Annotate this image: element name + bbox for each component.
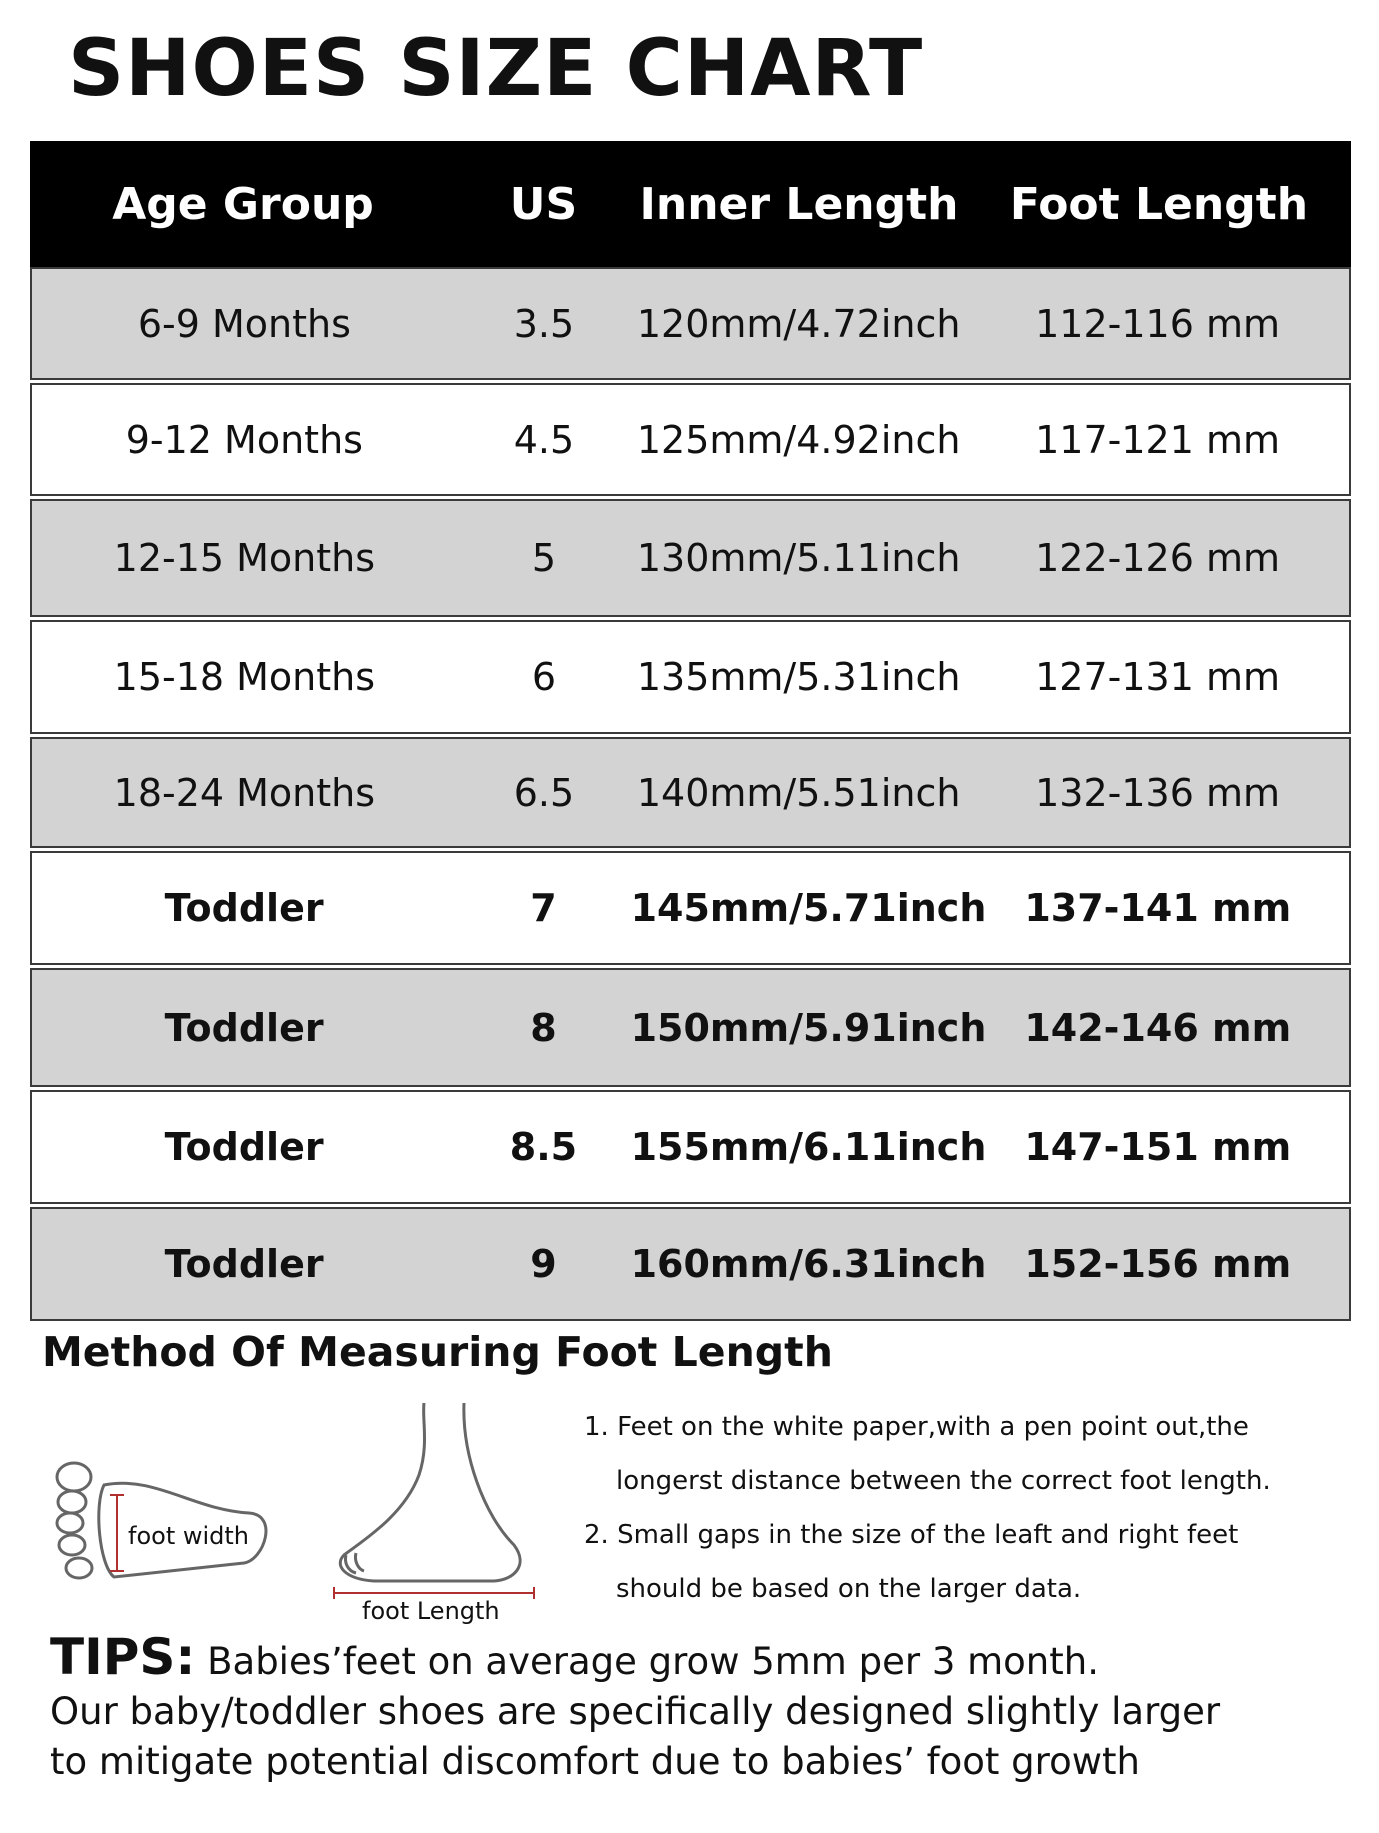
foot-top-view-icon — [57, 1463, 266, 1578]
step-1-line-1: 1. Feet on the white paper,with a pen point out,the — [584, 1412, 1249, 1442]
cell-inner-length: 160mm/6.31inch — [630, 1242, 987, 1286]
page-title: SHOES SIZE CHART — [68, 24, 924, 114]
cell-age-group: 15-18 Months — [113, 655, 376, 699]
cell-us: 6 — [531, 655, 557, 699]
cell-age-group: 6-9 Months — [137, 301, 351, 346]
cell-inner-length: 125mm/4.92inch — [636, 417, 961, 462]
table-row — [30, 620, 1351, 734]
width-measure-line — [110, 1495, 124, 1571]
table-row — [30, 383, 1351, 496]
cell-inner-length: 150mm/5.91inch — [630, 1005, 987, 1050]
foot-width-label: foot width — [128, 1522, 250, 1550]
cell-us: 3.5 — [513, 301, 575, 346]
tips-line-3: to mitigate potential discomfort due to babies’ foot growth — [50, 1740, 1140, 1783]
cell-inner-length: 120mm/4.72inch — [636, 301, 961, 346]
cell-foot-length: 117-121 mm — [1035, 417, 1281, 462]
cell-age-group: Toddler — [164, 1242, 324, 1286]
cell-age-group: 9-12 Months — [125, 417, 363, 462]
header-age-group: Age Group — [112, 178, 374, 230]
cell-us: 4.5 — [513, 417, 575, 462]
measuring-steps — [584, 1400, 1344, 1616]
step-2-line-2: should be based on the larger data. — [616, 1574, 1082, 1604]
cell-inner-length: 130mm/5.11inch — [636, 536, 961, 580]
cell-us: 7 — [530, 886, 557, 930]
measuring-illustration — [44, 1395, 564, 1635]
method-title: Method Of Measuring Foot Length — [42, 1328, 833, 1376]
table-row — [30, 1207, 1351, 1321]
cell-age-group: Toddler — [164, 1125, 324, 1169]
table-row — [30, 737, 1351, 848]
table-row — [30, 851, 1351, 965]
table-row — [30, 267, 1351, 380]
step-2-line-1: 2. Small gaps in the size of the leaft and right feet — [584, 1520, 1239, 1550]
cell-foot-length: 142-146 mm — [1024, 1005, 1292, 1050]
tips-line-1: Babies’feet on average grow 5mm per 3 month. — [207, 1640, 1099, 1683]
step-1-line-2: longerst distance between the correct foot length. — [616, 1466, 1271, 1496]
header-us: US — [509, 178, 578, 230]
cell-foot-length: 152-156 mm — [1024, 1242, 1292, 1286]
table-header — [30, 141, 1351, 267]
cell-us: 8.5 — [509, 1125, 578, 1169]
cell-age-group: 12-15 Months — [113, 536, 376, 580]
foot-length-label: foot Length — [362, 1597, 500, 1625]
tips-label: TIPS: — [50, 1628, 196, 1686]
table-row — [30, 499, 1351, 617]
cell-foot-length: 137-141 mm — [1024, 886, 1292, 930]
table-row — [30, 1090, 1351, 1204]
cell-foot-length: 127-131 mm — [1035, 655, 1281, 699]
header-foot-length: Foot Length — [1009, 178, 1309, 230]
cell-inner-length: 155mm/6.11inch — [630, 1125, 987, 1169]
cell-us: 8 — [530, 1005, 557, 1050]
table-row — [30, 968, 1351, 1087]
tips-section — [50, 1628, 1350, 1787]
cell-age-group: 18-24 Months — [113, 770, 376, 815]
table-body — [30, 267, 1351, 1321]
cell-inner-length: 140mm/5.51inch — [636, 770, 961, 815]
cell-us: 9 — [530, 1242, 557, 1286]
cell-foot-length: 122-126 mm — [1035, 536, 1281, 580]
cell-inner-length: 135mm/5.31inch — [636, 655, 961, 699]
cell-us: 5 — [531, 536, 557, 580]
cell-foot-length: 132-136 mm — [1035, 770, 1281, 815]
header-inner-length: Inner Length — [639, 178, 959, 230]
cell-us: 6.5 — [513, 770, 575, 815]
foot-side-view-icon — [340, 1403, 520, 1581]
cell-foot-length: 147-151 mm — [1024, 1125, 1292, 1169]
cell-inner-length: 145mm/5.71inch — [630, 886, 987, 930]
size-chart-table — [30, 141, 1351, 1324]
cell-age-group: Toddler — [164, 1005, 324, 1050]
tips-line-2: Our baby/toddler shoes are specifically designed slightly larger — [50, 1690, 1221, 1733]
cell-age-group: Toddler — [164, 886, 324, 930]
cell-foot-length: 112-116 mm — [1035, 301, 1281, 346]
